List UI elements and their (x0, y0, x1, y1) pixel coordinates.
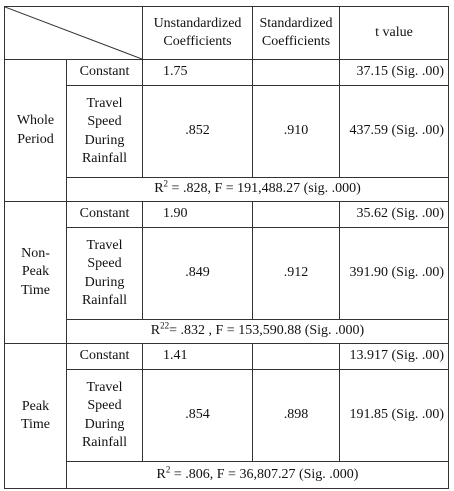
corner-cell (5, 7, 143, 60)
row-label-constant: Constant (67, 344, 143, 370)
cell-t-value: 191.85 (Sig. .00) (340, 370, 449, 462)
row-label-predictor: Travel Speed During Rainfall (67, 228, 143, 320)
header-standardized: Standardized Coefficients (253, 7, 340, 60)
row-label-constant: Constant (67, 202, 143, 228)
model-summary: $R^{22}= .832$ , F = 153,590.88 (Sig. .000) (67, 320, 449, 344)
cell-standardized (253, 344, 340, 370)
header-row (5, 7, 449, 60)
diagonal-line (5, 7, 142, 59)
cell-unstandardized: 1.75 (143, 60, 253, 86)
cell-unstandardized: .849 (143, 228, 253, 320)
period-label: Whole Period (5, 60, 67, 202)
cell-standardized (253, 60, 340, 86)
period-label: Non-Peak Time (5, 202, 67, 344)
cell-t-value: 35.62 (Sig. .00) (340, 202, 449, 228)
cell-t-value: 13.917 (Sig. .00) (340, 344, 449, 370)
cell-t-value: 391.90 (Sig. .00) (340, 228, 449, 320)
table-row (5, 228, 449, 320)
cell-t-value: 437.59 (Sig. .00) (340, 86, 449, 178)
cell-unstandardized: 1.41 (143, 344, 253, 370)
table-row (5, 60, 449, 86)
table-row (5, 202, 449, 228)
regression-table (4, 6, 449, 489)
table-row (5, 344, 449, 370)
header-t-value: t value (340, 7, 449, 60)
summary-row (5, 462, 449, 489)
table-row (5, 370, 449, 462)
model-summary: $R^2 = .828$, F = 191,488.27 (sig. .000) (67, 178, 449, 202)
model-summary: $R^2 = .806$, F = 36,807.27 (Sig. .000) (67, 462, 449, 489)
cell-unstandardized: 1.90 (143, 202, 253, 228)
cell-standardized: .912 (253, 228, 340, 320)
table-row (5, 86, 449, 178)
cell-standardized (253, 202, 340, 228)
cell-standardized: .910 (253, 86, 340, 178)
cell-standardized: .898 (253, 370, 340, 462)
period-label: Peak Time (5, 344, 67, 489)
cell-t-value: 37.15 (Sig. .00) (340, 60, 449, 86)
header-unstandardized: Unstandardized Coefficients (143, 7, 253, 60)
row-label-predictor: Travel Speed During Rainfall (67, 370, 143, 462)
row-label-predictor: Travel Speed During Rainfall (67, 86, 143, 178)
cell-unstandardized: .852 (143, 86, 253, 178)
row-label-constant: Constant (67, 60, 143, 86)
cell-unstandardized: .854 (143, 370, 253, 462)
summary-row (5, 178, 449, 202)
summary-row (5, 320, 449, 344)
